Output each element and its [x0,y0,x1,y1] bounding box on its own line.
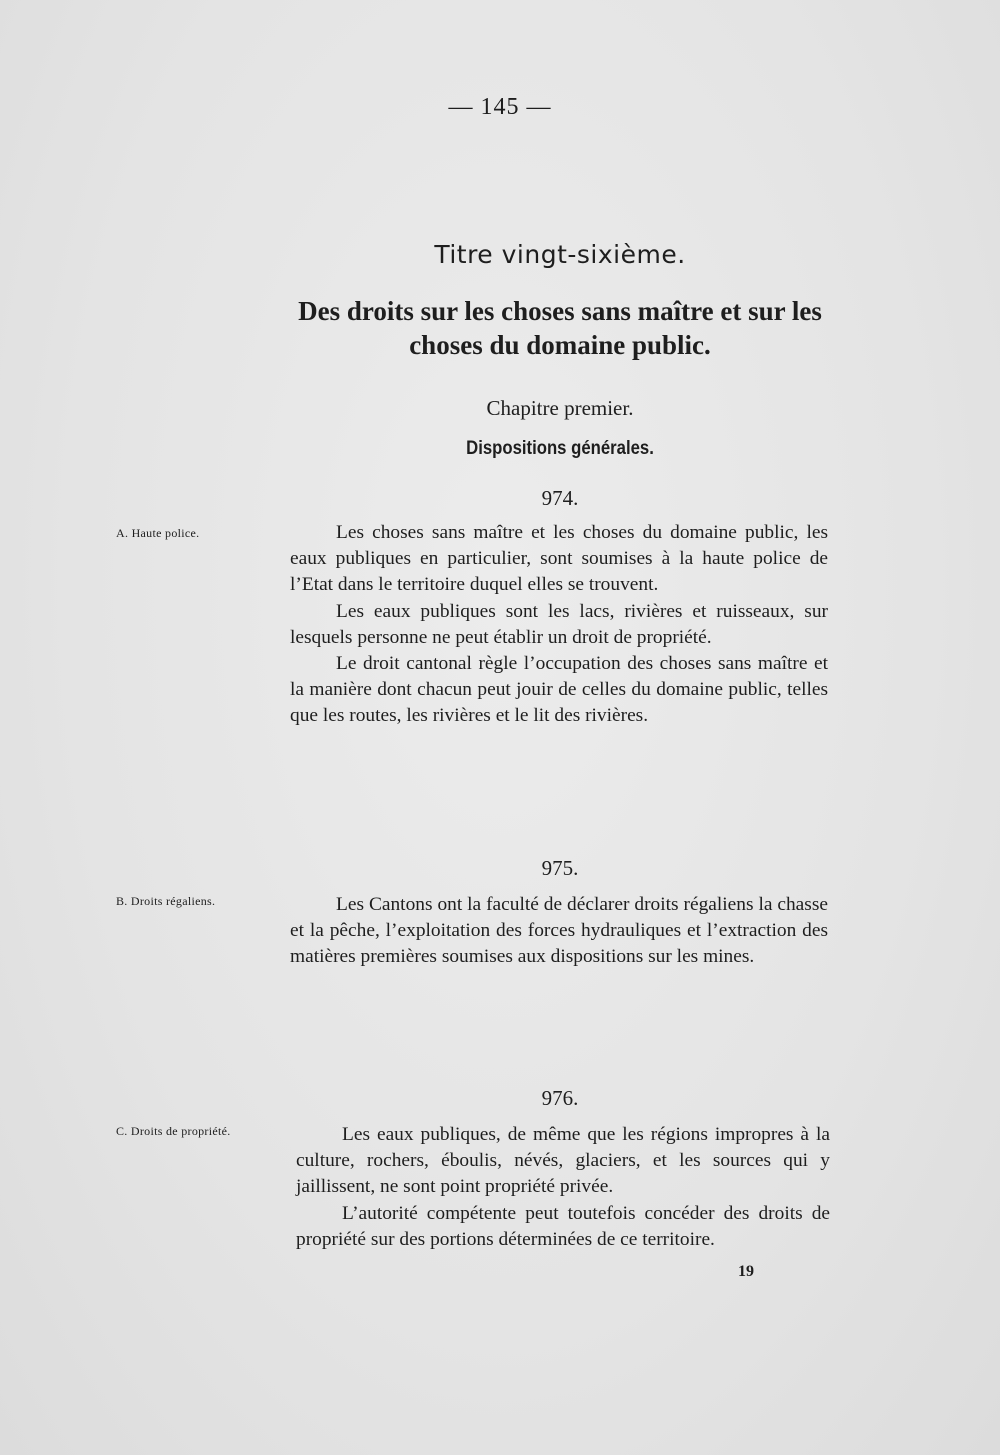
article-body [290,520,828,730]
margin-note: A. Haute police. [116,526,200,540]
paragraph: Les choses sans maître et les choses du domaine public, les eaux publiques en particulier, sont soumises à la haute police de l’Etat dans le territoire duquel elles se trouvent. [290,522,828,596]
chapter-title: Chapitre premier. [486,396,634,420]
paragraph: Les eaux publiques sont les lacs, rivières et ruisseaux, sur lesquels personne ne peut établir un droit de propriété. [290,600,828,648]
article-body [296,1122,830,1253]
article-number: 974. [541,486,579,510]
page-number: — 145 — [448,94,552,120]
paragraph: L’autorité compétente peut toutefois concéder des droits de propriété sur des portions déterminées de ce territoire. [296,1202,830,1250]
heading: Des droits sur les choses sans maître et sur les choses du domaine public. [298,296,822,360]
paragraph: Les eaux publiques, de même que les régions impropres à la culture, rochers, éboulis, névés, glaciers, et les sources qui y jaillissent, ne sont point propriété privée. [296,1124,830,1198]
article-number: 976. [541,1086,579,1110]
paragraph: Les Cantons ont la faculté de déclarer droits régaliens la chasse et la pêche, l’exploitation des forces hydrauliques et l’extraction des matières premières soumises aux dispositions sur les mines. [290,894,828,968]
title: Titre vingt-sixième. [434,240,686,269]
article-number: 975. [541,856,579,880]
section-title: Dispositions générales. [466,438,654,459]
paragraph: Le droit cantonal règle l’occupation des choses sans maître et la manière dont chacun peut jouir de celles du domaine public, telles que les routes, les rivières et le lit des rivières. [290,653,828,727]
signature-mark: 19 [738,1263,754,1280]
margin-note: B. Droits régaliens. [116,894,216,908]
article-body [290,892,828,971]
margin-note: C. Droits de propriété. [116,1124,231,1138]
